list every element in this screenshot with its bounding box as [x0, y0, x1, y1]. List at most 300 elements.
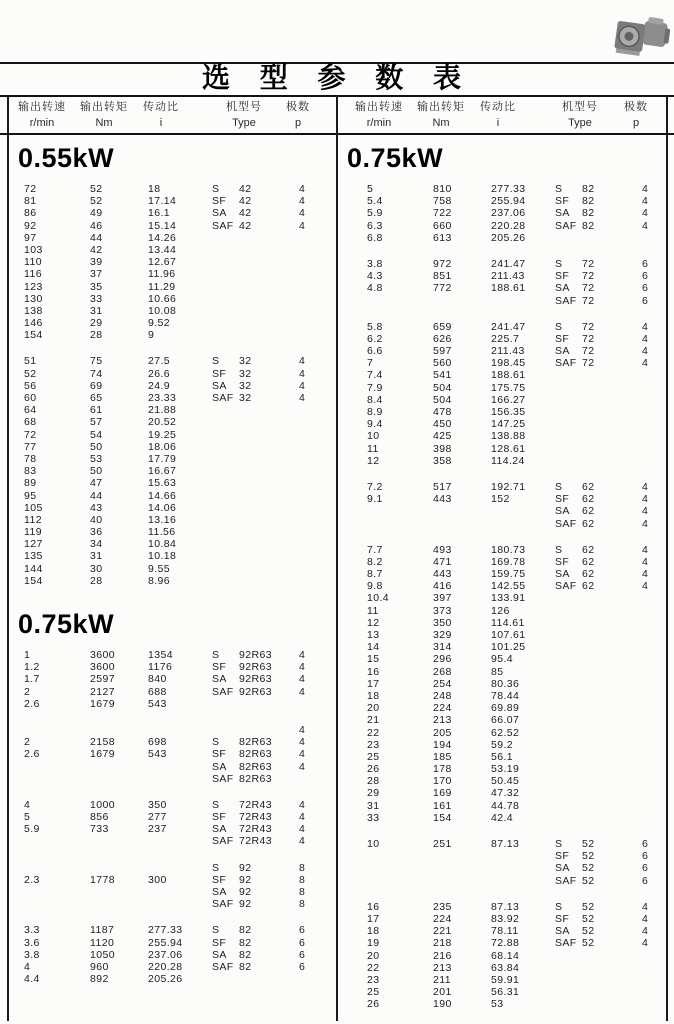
table-row [337, 986, 667, 998]
table-row [8, 268, 337, 280]
type-size-cell: 32 [239, 392, 252, 404]
output-torque-cell: 28 [90, 329, 103, 342]
output-speed-cell: 64 [24, 404, 37, 417]
ratio-cell: 211.43 [491, 345, 525, 358]
ratio-cell: 23.33 [148, 392, 177, 404]
ratio-cell: 9 [148, 329, 155, 342]
output-torque-cell: 75 [90, 355, 103, 368]
column-header-unit: p [294, 117, 302, 129]
type-size-cell: 72R43 [239, 798, 272, 811]
power-rating-heading: 0.75kW [18, 609, 115, 639]
ratio-cell: 198.45 [491, 357, 526, 370]
type-size-cell: 32 [239, 355, 252, 368]
column-header-unit: i [159, 117, 163, 129]
table-row [337, 702, 667, 714]
type-size-cell: 82 [239, 960, 252, 973]
type-series-cell: SAF [212, 685, 234, 698]
output-speed-cell: 105 [24, 501, 43, 514]
output-torque-cell: 47 [90, 477, 103, 490]
output-speed-cell: 97 [24, 231, 37, 244]
output-speed-cell: 25 [367, 750, 380, 763]
output-torque-cell: 1000 [90, 798, 115, 811]
type-size-cell: 42 [239, 183, 252, 195]
output-speed-cell: 112 [24, 513, 42, 526]
ratio-cell: 192.71 [491, 480, 526, 493]
table-row [337, 714, 667, 726]
table-row [8, 724, 337, 736]
table-row [337, 232, 667, 244]
type-series-cell: SA [212, 760, 227, 773]
table-row [8, 862, 337, 874]
table-row [8, 661, 337, 673]
type-series-cell: SAF [555, 517, 577, 530]
type-series-cell: SF [555, 332, 570, 345]
output-speed-cell: 116 [24, 268, 42, 281]
type-series-cell: SAF [212, 219, 234, 232]
type-series-cell: SF [555, 555, 570, 568]
type-size-cell: 62 [582, 568, 595, 581]
poles-cell: 4 [642, 505, 649, 518]
output-speed-cell: 72 [24, 183, 37, 195]
type-size-cell: 32 [239, 367, 252, 380]
ratio-cell: 543 [148, 748, 167, 761]
type-series-cell: SA [212, 886, 227, 898]
ratio-cell: 241.47 [491, 257, 526, 270]
table-row [8, 441, 337, 453]
output-speed-cell: 11 [367, 442, 379, 455]
type-size-cell: 52 [582, 862, 595, 875]
output-torque-cell: 161 [433, 799, 452, 812]
table-row [337, 629, 667, 641]
ratio-cell: 152 [491, 493, 510, 506]
poles-cell: 4 [642, 332, 649, 345]
output-torque-cell: 34 [90, 538, 103, 551]
table-row [8, 973, 337, 985]
type-size-cell: 42 [239, 207, 252, 220]
power-section [337, 143, 667, 1010]
table-row [8, 799, 337, 811]
type-size-cell: 72 [582, 345, 595, 358]
table-row [337, 295, 667, 307]
type-size-cell: 72 [582, 332, 595, 345]
type-size-cell: 92 [239, 873, 252, 886]
type-size-cell: 52 [582, 925, 595, 938]
table-row [8, 874, 337, 886]
output-torque-cell: 33 [90, 292, 103, 305]
type-size-cell: 72 [582, 294, 595, 307]
output-torque-cell: 659 [433, 320, 452, 333]
output-torque-cell: 170 [433, 775, 452, 788]
ratio-cell: 211.43 [491, 270, 525, 283]
output-speed-cell: 86 [24, 207, 37, 220]
table-row [8, 183, 337, 195]
table-row [337, 800, 667, 812]
poles-cell: 4 [299, 736, 306, 749]
output-speed-cell: 77 [24, 440, 37, 453]
ratio-cell: 10.08 [148, 304, 177, 317]
output-torque-cell: 960 [90, 960, 109, 973]
ratio-cell: 840 [148, 673, 167, 686]
output-torque-cell: 851 [433, 270, 452, 283]
output-speed-cell: 4 [24, 798, 31, 811]
type-series-cell: SF [212, 748, 227, 761]
output-torque-cell: 2597 [90, 673, 115, 686]
ratio-cell: 24.9 [148, 379, 171, 392]
ratio-cell: 225.7 [491, 332, 520, 345]
ratio-cell: 277.33 [491, 183, 526, 195]
poles-cell: 4 [299, 367, 306, 380]
column-header-label: 传动比 [143, 101, 179, 113]
table-row [8, 477, 337, 489]
ratio-cell: 21.88 [148, 404, 177, 417]
type-series-cell: S [555, 320, 563, 333]
type-series-cell: SAF [212, 898, 234, 911]
type-size-cell: 52 [582, 850, 595, 863]
ratio-cell: 56.1 [491, 750, 514, 763]
table-row [8, 673, 337, 685]
table-row [8, 538, 337, 550]
output-speed-cell: 29 [367, 787, 380, 800]
output-speed-cell: 144 [24, 562, 43, 575]
table-row [337, 556, 667, 568]
poles-cell: 4 [642, 480, 649, 493]
table-row [8, 563, 337, 575]
type-series-cell: SA [555, 862, 570, 875]
output-torque-cell: 221 [433, 925, 452, 938]
table-row [337, 207, 667, 219]
ratio-cell: 126 [491, 604, 510, 617]
ratio-cell: 10.66 [148, 292, 177, 305]
table-row [337, 850, 667, 862]
output-speed-cell: 60 [24, 392, 37, 404]
output-speed-cell: 103 [24, 243, 43, 256]
column-header-label: 机型号 [226, 101, 262, 113]
poles-cell: 4 [642, 207, 649, 220]
table-row [337, 974, 667, 986]
ratio-cell: 13.44 [148, 243, 177, 256]
column-header-unit: p [632, 117, 640, 129]
table-row [337, 369, 667, 381]
table-row [8, 453, 337, 465]
poles-cell: 4 [299, 392, 306, 404]
table-row [8, 355, 337, 367]
ratio-cell: 255.94 [491, 195, 526, 208]
ratio-cell: 56.31 [491, 986, 520, 999]
output-speed-cell: 12 [367, 454, 380, 467]
table-row [8, 949, 337, 961]
ratio-cell: 27.5 [148, 355, 171, 368]
table-row [337, 962, 667, 974]
table-row [337, 505, 667, 517]
ratio-cell: 26.6 [148, 367, 171, 380]
output-speed-cell: 4 [24, 960, 31, 973]
type-series-cell: SAF [212, 960, 234, 973]
poles-cell: 8 [299, 861, 306, 874]
poles-cell: 4 [642, 357, 649, 370]
output-torque-cell: 597 [433, 345, 452, 358]
power-section [8, 609, 337, 985]
output-torque-cell: 416 [433, 580, 452, 593]
poles-cell: 4 [642, 493, 649, 506]
ratio-cell: 63.84 [491, 961, 520, 974]
output-speed-cell: 56 [24, 379, 37, 392]
output-speed-cell: 5.4 [367, 195, 383, 208]
table-row [8, 924, 337, 936]
output-torque-cell: 504 [433, 381, 452, 394]
output-speed-cell: 3.8 [367, 257, 383, 270]
output-torque-cell: 235 [433, 900, 452, 913]
table-row [8, 835, 337, 847]
type-series-cell: SF [555, 850, 570, 863]
ratio-cell: 114.24 [491, 454, 525, 467]
output-torque-cell: 213 [433, 714, 452, 727]
output-speed-cell: 51 [24, 355, 37, 368]
output-speed-cell: 12 [367, 616, 380, 629]
type-size-cell: 72 [582, 270, 595, 283]
output-speed-cell: 10 [367, 838, 380, 850]
table-row [8, 898, 337, 910]
type-series-cell: SA [212, 207, 227, 220]
table-block [337, 183, 667, 244]
ratio-cell: 169.78 [491, 555, 526, 568]
table-row [8, 761, 337, 773]
output-torque-cell: 268 [433, 665, 452, 678]
table-row [8, 649, 337, 661]
output-speed-cell: 72 [24, 428, 37, 441]
output-torque-cell: 1120 [90, 936, 115, 949]
table-row [8, 961, 337, 973]
type-series-cell: S [212, 861, 220, 874]
table-row [337, 666, 667, 678]
output-torque-cell: 2127 [90, 685, 115, 698]
ratio-cell: 698 [148, 736, 167, 749]
ratio-cell: 241.47 [491, 320, 526, 333]
poles-cell: 4 [642, 937, 649, 950]
output-torque-cell: 314 [433, 641, 452, 654]
output-torque-cell: 185 [433, 750, 452, 763]
output-torque-cell: 3600 [90, 649, 115, 661]
table-row [8, 886, 337, 898]
gearmotor-photo-icon [610, 8, 672, 66]
output-speed-cell: 110 [24, 256, 42, 269]
output-torque-cell: 358 [433, 454, 452, 467]
poles-cell: 4 [299, 760, 306, 773]
table-block [8, 355, 337, 587]
output-torque-cell: 1050 [90, 948, 115, 961]
ratio-cell: 85 [491, 665, 504, 678]
output-torque-cell: 46 [90, 219, 103, 232]
output-speed-cell: 8.4 [367, 393, 383, 406]
output-speed-cell: 68 [24, 416, 37, 429]
table-row [337, 258, 667, 270]
output-speed-cell: 22 [367, 726, 380, 739]
output-torque-cell: 1778 [90, 873, 115, 886]
ratio-cell: 83.92 [491, 912, 520, 925]
table-row [8, 368, 337, 380]
page-title: 选 型 参 数 表 [201, 62, 473, 93]
output-speed-cell: 8.9 [367, 406, 383, 418]
table-row [337, 481, 667, 493]
output-torque-cell: 972 [433, 257, 452, 270]
table-row [8, 502, 337, 514]
type-series-cell: SAF [212, 835, 234, 848]
table-block [8, 183, 337, 341]
type-series-cell: SAF [555, 874, 577, 887]
column-header-label: 输出转速 [355, 101, 403, 113]
output-speed-cell: 154 [24, 329, 43, 342]
output-torque-cell: 29 [90, 317, 103, 330]
poles-cell: 6 [642, 282, 649, 295]
table-row [8, 748, 337, 760]
output-torque-cell: 44 [90, 489, 103, 502]
output-torque-cell: 30 [90, 562, 103, 575]
output-speed-cell: 26 [367, 763, 380, 776]
type-series-cell: SF [212, 811, 227, 824]
ratio-cell: 688 [148, 685, 167, 698]
poles-cell: 6 [642, 862, 649, 875]
type-series-cell: SF [555, 493, 570, 506]
poles-cell: 4 [299, 685, 306, 698]
type-size-cell: 72 [582, 357, 595, 370]
output-torque-cell: 42 [90, 243, 103, 256]
output-torque-cell: 296 [433, 653, 452, 666]
poles-cell: 4 [642, 183, 649, 195]
table-row [337, 282, 667, 294]
output-torque-cell: 211 [433, 973, 451, 986]
table-row [8, 317, 337, 329]
output-speed-cell: 15 [367, 653, 380, 666]
table-row [8, 823, 337, 835]
type-series-cell: SA [555, 505, 570, 518]
ratio-cell: 14.66 [148, 489, 177, 502]
table-row [337, 901, 667, 913]
output-speed-cell: 23 [367, 738, 380, 751]
output-torque-cell: 810 [433, 183, 452, 195]
output-speed-cell: 21 [367, 714, 380, 727]
ratio-cell: 10.84 [148, 538, 177, 551]
output-speed-cell: 95 [24, 489, 37, 502]
column-header-unit: Type [232, 117, 256, 129]
type-series-cell: S [212, 355, 220, 368]
type-series-cell: SA [555, 925, 570, 938]
ratio-cell: 166.27 [491, 393, 526, 406]
output-speed-cell: 14 [367, 641, 380, 654]
output-speed-cell: 5 [367, 183, 374, 195]
output-torque-cell: 31 [90, 550, 103, 563]
type-size-cell: 92R63 [239, 685, 272, 698]
ratio-cell: 101.25 [491, 641, 526, 654]
output-speed-cell: 138 [24, 304, 43, 317]
poles-cell: 4 [642, 219, 649, 232]
poles-cell: 4 [299, 673, 306, 686]
type-series-cell: SAF [555, 357, 577, 370]
type-series-cell: S [212, 183, 220, 195]
ratio-cell: 15.14 [148, 219, 177, 232]
output-speed-cell: 6.3 [367, 219, 383, 232]
poles-cell: 4 [642, 320, 649, 333]
ratio-cell: 300 [148, 873, 167, 886]
type-size-cell: 82R63 [239, 760, 272, 773]
output-speed-cell: 9.1 [367, 493, 383, 506]
type-size-cell: 92 [239, 861, 252, 874]
output-torque-cell: 50 [90, 440, 103, 453]
output-torque-cell: 44 [90, 231, 103, 244]
poles-cell: 4 [299, 835, 306, 848]
table-block [337, 258, 667, 307]
poles-cell: 4 [299, 355, 306, 368]
poles-cell: 4 [642, 925, 649, 938]
table-block [337, 901, 667, 1011]
ratio-cell: 42.4 [491, 811, 514, 824]
type-size-cell: 92R63 [239, 649, 272, 661]
type-series-cell: SA [555, 345, 570, 358]
type-size-cell: 42 [239, 195, 252, 208]
ratio-cell: 15.63 [148, 477, 177, 490]
output-torque-cell: 39 [90, 256, 103, 269]
type-series-cell: S [555, 543, 563, 556]
ratio-cell: 205.26 [148, 973, 183, 986]
table-row [8, 220, 337, 232]
ratio-cell: 543 [148, 697, 167, 710]
output-speed-cell: 19 [367, 937, 380, 950]
output-speed-cell: 154 [24, 574, 43, 587]
output-speed-cell: 2 [24, 736, 31, 749]
output-speed-cell: 13 [367, 629, 380, 641]
table-row [337, 998, 667, 1010]
table-block [337, 321, 667, 467]
table-row [337, 605, 667, 617]
type-size-cell: 72R43 [239, 835, 272, 848]
type-size-cell: 82 [239, 936, 252, 949]
type-size-cell: 62 [582, 580, 595, 593]
output-torque-cell: 201 [433, 986, 452, 999]
ratio-cell: 78.44 [491, 689, 520, 702]
output-speed-cell: 23 [367, 973, 380, 986]
column-header-label: 输出转矩 [417, 101, 465, 113]
ratio-cell: 44.78 [491, 799, 520, 812]
output-torque-cell: 224 [433, 912, 452, 925]
output-speed-cell: 8.2 [367, 555, 383, 568]
type-size-cell: 82R63 [239, 772, 272, 785]
table-row [8, 329, 337, 341]
type-series-cell: SAF [555, 580, 577, 593]
output-torque-cell: 251 [433, 838, 452, 850]
poles-cell: 4 [299, 798, 306, 811]
output-speed-cell: 17 [367, 677, 380, 690]
output-torque-cell: 722 [433, 207, 452, 220]
type-size-cell: 52 [582, 838, 595, 850]
output-torque-cell: 3600 [90, 661, 115, 674]
ratio-cell: 72.88 [491, 937, 520, 950]
ratio-cell: 14.26 [148, 231, 177, 244]
table-row [337, 220, 667, 232]
output-torque-cell: 169 [433, 787, 452, 800]
table-block [8, 924, 337, 985]
type-size-cell: 72R43 [239, 823, 272, 836]
type-size-cell: 52 [582, 900, 595, 913]
table-row [337, 787, 667, 799]
output-speed-cell: 1.7 [24, 673, 40, 686]
ratio-cell: 220.28 [491, 219, 526, 232]
column-header-label: 极数 [286, 101, 310, 113]
ratio-cell: 80.36 [491, 677, 520, 690]
ratio-cell: 19.25 [148, 428, 177, 441]
output-speed-cell: 3.3 [24, 924, 40, 937]
output-torque-cell: 613 [433, 231, 452, 244]
output-torque-cell: 61 [90, 404, 103, 417]
ratio-cell: 13.16 [148, 513, 177, 526]
table-row [337, 875, 667, 887]
